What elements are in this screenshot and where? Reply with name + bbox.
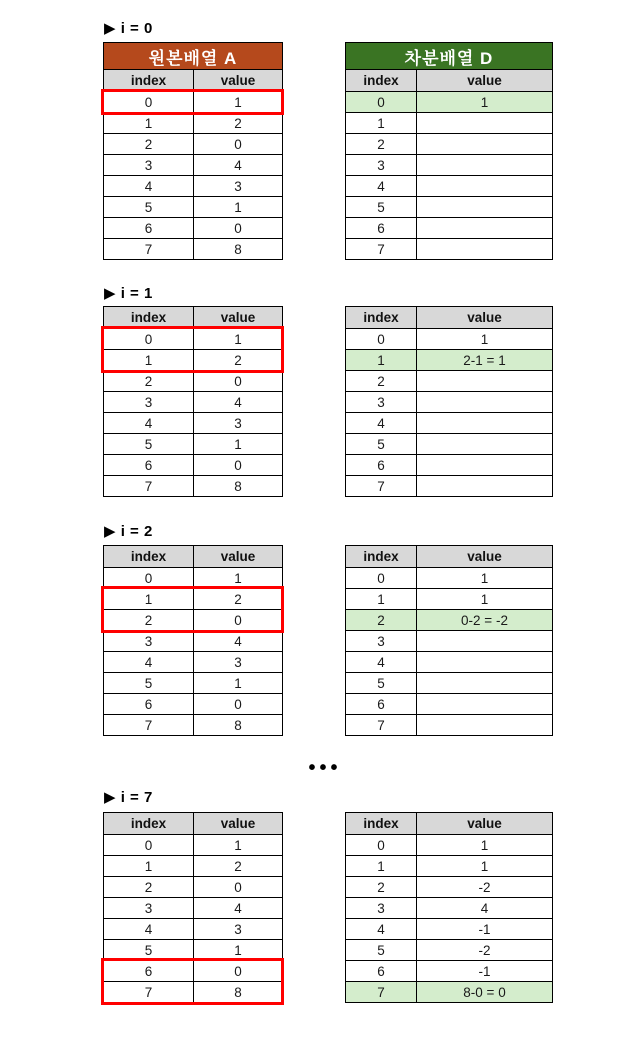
value-cell: 0: [194, 218, 283, 239]
table-row: [346, 92, 553, 113]
table-row: [104, 176, 283, 197]
index-cell: 5: [104, 673, 194, 694]
original-array-table: [103, 306, 283, 497]
table-row: [346, 961, 553, 982]
table-row: [104, 197, 283, 218]
index-cell: 0: [346, 835, 417, 856]
table-row: [104, 589, 283, 610]
table-row: [346, 856, 553, 877]
index-cell: 3: [346, 392, 417, 413]
value-cell: 3: [194, 176, 283, 197]
index-cell: 0: [104, 92, 194, 113]
index-cell: 0: [104, 568, 194, 589]
table-row: [346, 940, 553, 961]
value-cell: [417, 239, 553, 260]
table-row: [104, 694, 283, 715]
difference-array-table-wrap: [345, 545, 553, 736]
value-cell: 0: [194, 134, 283, 155]
value-cell: 4: [194, 392, 283, 413]
value-cell: [417, 631, 553, 652]
value-cell: [417, 434, 553, 455]
step-label: ▶ i = 7: [104, 789, 153, 806]
table-row: [104, 715, 283, 736]
value-cell: [417, 371, 553, 392]
index-cell: 7: [346, 982, 417, 1003]
value-cell: [417, 652, 553, 673]
value-cell: 1: [417, 589, 553, 610]
index-cell: 6: [346, 455, 417, 476]
value-cell: 8-0 = 0: [417, 982, 553, 1003]
difference-array-table: [345, 306, 553, 497]
value-cell: -1: [417, 919, 553, 940]
value-cell: 8: [194, 715, 283, 736]
value-cell: [417, 113, 553, 134]
table-row: [346, 329, 553, 350]
value-cell: 3: [194, 652, 283, 673]
original-array-table-wrap: [103, 306, 283, 497]
table-row: [346, 589, 553, 610]
table-row: [346, 371, 553, 392]
table-row: [104, 877, 283, 898]
column-header-index: index: [104, 70, 194, 92]
value-cell: [417, 455, 553, 476]
index-cell: 3: [104, 155, 194, 176]
index-cell: 1: [346, 350, 417, 371]
value-cell: 1: [194, 940, 283, 961]
table-row: [346, 350, 553, 371]
table-row: [104, 455, 283, 476]
index-cell: 1: [104, 856, 194, 877]
table-row: [104, 568, 283, 589]
index-cell: 4: [104, 652, 194, 673]
value-cell: 0: [194, 877, 283, 898]
column-header-value: value: [417, 307, 553, 329]
index-cell: 2: [104, 371, 194, 392]
original-array-table-wrap: [103, 545, 283, 736]
value-cell: 3: [194, 413, 283, 434]
original-array-title: 원본배열 A: [104, 43, 283, 70]
table-row: [104, 961, 283, 982]
index-cell: 5: [104, 434, 194, 455]
table-row: [104, 329, 283, 350]
table-row: [346, 610, 553, 631]
index-cell: 6: [346, 694, 417, 715]
value-cell: [417, 197, 553, 218]
ellipsis-dots: •••: [308, 757, 342, 779]
value-cell: 1: [194, 434, 283, 455]
index-cell: 0: [346, 92, 417, 113]
index-cell: 4: [104, 919, 194, 940]
table-row: [346, 673, 553, 694]
table-row: [104, 919, 283, 940]
column-header-value: value: [194, 546, 283, 568]
index-cell: 4: [346, 652, 417, 673]
table-row: [346, 652, 553, 673]
index-cell: 2: [346, 371, 417, 392]
index-cell: 0: [346, 329, 417, 350]
table-row: [346, 413, 553, 434]
table-row: [104, 673, 283, 694]
original-array-table: [103, 545, 283, 736]
index-cell: 0: [104, 835, 194, 856]
index-cell: 2: [104, 877, 194, 898]
index-cell: 5: [104, 197, 194, 218]
table-row: [346, 476, 553, 497]
step-label: ▶ i = 2: [104, 523, 153, 540]
value-cell: -2: [417, 877, 553, 898]
column-header-value: value: [194, 813, 283, 835]
value-cell: [417, 134, 553, 155]
index-cell: 7: [346, 715, 417, 736]
original-array-table: [103, 812, 283, 1003]
index-cell: 4: [346, 413, 417, 434]
value-cell: 2: [194, 856, 283, 877]
index-cell: 4: [346, 919, 417, 940]
table-row: [346, 176, 553, 197]
value-cell: 1: [194, 568, 283, 589]
column-header-value: value: [417, 70, 553, 92]
difference-array-title: 차분배열 D: [346, 43, 553, 70]
index-cell: 4: [104, 176, 194, 197]
table-row: [104, 134, 283, 155]
column-header-index: index: [346, 546, 417, 568]
value-cell: 2-1 = 1: [417, 350, 553, 371]
index-cell: 7: [104, 715, 194, 736]
value-cell: 4: [194, 898, 283, 919]
index-cell: 6: [346, 218, 417, 239]
value-cell: [417, 673, 553, 694]
column-header-value: value: [417, 813, 553, 835]
index-cell: 5: [346, 197, 417, 218]
index-cell: 4: [346, 176, 417, 197]
value-cell: [417, 476, 553, 497]
index-cell: 7: [346, 239, 417, 260]
difference-array-table: [345, 545, 553, 736]
value-cell: [417, 715, 553, 736]
index-cell: 2: [346, 610, 417, 631]
value-cell: 2: [194, 113, 283, 134]
value-cell: 1: [194, 673, 283, 694]
column-header-index: index: [346, 813, 417, 835]
index-cell: 5: [346, 673, 417, 694]
original-array-table: [103, 42, 283, 260]
table-row: [104, 413, 283, 434]
table-row: [104, 155, 283, 176]
index-cell: 0: [104, 329, 194, 350]
value-cell: [417, 413, 553, 434]
column-header-index: index: [346, 307, 417, 329]
table-row: [346, 392, 553, 413]
table-row: [346, 134, 553, 155]
value-cell: 0: [194, 694, 283, 715]
index-cell: 2: [346, 134, 417, 155]
value-cell: 1: [194, 197, 283, 218]
table-row: [104, 239, 283, 260]
value-cell: 0: [194, 610, 283, 631]
index-cell: 3: [104, 631, 194, 652]
index-cell: 1: [104, 589, 194, 610]
column-header-value: value: [417, 546, 553, 568]
table-row: [104, 898, 283, 919]
value-cell: 1: [417, 856, 553, 877]
index-cell: 1: [346, 113, 417, 134]
value-cell: 0: [194, 961, 283, 982]
value-cell: 2: [194, 589, 283, 610]
value-cell: 8: [194, 239, 283, 260]
index-cell: 5: [346, 434, 417, 455]
table-row: [104, 218, 283, 239]
index-cell: 3: [346, 898, 417, 919]
value-cell: 4: [417, 898, 553, 919]
value-cell: [417, 176, 553, 197]
value-cell: 1: [194, 835, 283, 856]
index-cell: 1: [346, 856, 417, 877]
index-cell: 5: [104, 940, 194, 961]
index-cell: 7: [346, 476, 417, 497]
index-cell: 3: [346, 155, 417, 176]
table-row: [346, 197, 553, 218]
table-row: [104, 371, 283, 392]
index-cell: 2: [346, 877, 417, 898]
index-cell: 6: [104, 218, 194, 239]
value-cell: 4: [194, 631, 283, 652]
difference-array-table-wrap: [345, 812, 553, 1003]
table-row: [346, 455, 553, 476]
table-row: [346, 694, 553, 715]
table-row: [346, 113, 553, 134]
column-header-index: index: [104, 546, 194, 568]
value-cell: 1: [417, 835, 553, 856]
value-cell: 1: [194, 329, 283, 350]
index-cell: 7: [104, 239, 194, 260]
table-row: [104, 610, 283, 631]
column-header-index: index: [104, 307, 194, 329]
difference-array-table: [345, 42, 553, 260]
step-tables-row: [103, 812, 553, 1003]
table-row: [346, 982, 553, 1003]
index-cell: 3: [346, 631, 417, 652]
value-cell: [417, 218, 553, 239]
index-cell: 6: [104, 694, 194, 715]
step-tables-row: [103, 306, 553, 497]
table-row: [104, 940, 283, 961]
value-cell: [417, 392, 553, 413]
column-header-index: index: [104, 813, 194, 835]
table-row: [346, 715, 553, 736]
table-row: [104, 652, 283, 673]
index-cell: 7: [104, 476, 194, 497]
index-cell: 3: [104, 898, 194, 919]
table-row: [104, 835, 283, 856]
index-cell: 2: [104, 134, 194, 155]
table-row: [346, 239, 553, 260]
value-cell: -2: [417, 940, 553, 961]
table-row: [346, 631, 553, 652]
table-row: [346, 835, 553, 856]
index-cell: 2: [104, 610, 194, 631]
value-cell: 4: [194, 155, 283, 176]
value-cell: 1: [417, 568, 553, 589]
value-cell: 1: [417, 92, 553, 113]
index-cell: 1: [104, 113, 194, 134]
table-row: [104, 982, 283, 1003]
table-row: [346, 898, 553, 919]
index-cell: 7: [104, 982, 194, 1003]
value-cell: 0: [194, 455, 283, 476]
table-row: [104, 392, 283, 413]
value-cell: 1: [417, 329, 553, 350]
value-cell: -1: [417, 961, 553, 982]
table-row: [104, 92, 283, 113]
original-array-table-wrap: [103, 812, 283, 1003]
table-row: [346, 568, 553, 589]
value-cell: 8: [194, 982, 283, 1003]
value-cell: 0: [194, 371, 283, 392]
difference-array-table: [345, 812, 553, 1003]
value-cell: [417, 694, 553, 715]
index-cell: 1: [104, 350, 194, 371]
table-row: [104, 476, 283, 497]
table-row: [346, 877, 553, 898]
step-label: ▶ i = 1: [104, 285, 153, 302]
index-cell: 0: [346, 568, 417, 589]
index-cell: 3: [104, 392, 194, 413]
column-header-value: value: [194, 307, 283, 329]
step-label: ▶ i = 0: [104, 20, 153, 37]
table-row: [104, 631, 283, 652]
column-header-index: index: [346, 70, 417, 92]
value-cell: 0-2 = -2: [417, 610, 553, 631]
index-cell: 6: [104, 455, 194, 476]
table-row: [346, 218, 553, 239]
index-cell: 4: [104, 413, 194, 434]
column-header-value: value: [194, 70, 283, 92]
table-row: [104, 856, 283, 877]
value-cell: [417, 155, 553, 176]
step-tables-row: [103, 545, 553, 736]
difference-array-table-wrap: [345, 42, 553, 260]
table-row: [104, 350, 283, 371]
original-array-table-wrap: [103, 42, 283, 260]
index-cell: 5: [346, 940, 417, 961]
table-row: [346, 434, 553, 455]
value-cell: 3: [194, 919, 283, 940]
value-cell: 8: [194, 476, 283, 497]
value-cell: 1: [194, 92, 283, 113]
index-cell: 6: [104, 961, 194, 982]
table-row: [104, 434, 283, 455]
table-row: [346, 919, 553, 940]
index-cell: 6: [346, 961, 417, 982]
table-row: [346, 155, 553, 176]
difference-array-table-wrap: [345, 306, 553, 497]
step-tables-row: [103, 42, 553, 260]
table-row: [104, 113, 283, 134]
index-cell: 1: [346, 589, 417, 610]
value-cell: 2: [194, 350, 283, 371]
